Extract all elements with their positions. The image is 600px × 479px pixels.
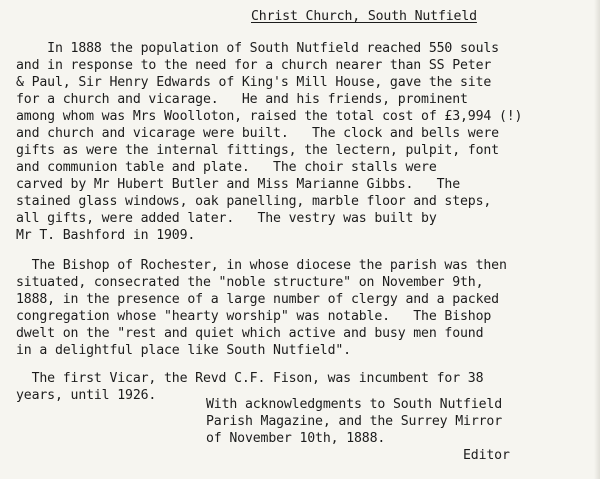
paragraph-3-line-2: years, until 1926.	[16, 388, 157, 403]
paragraph-1-line-12: Mr T. Bashford in 1909.	[16, 228, 196, 243]
paragraph-1-line-1: In 1888 the population of South Nutfield reached 550 souls	[16, 41, 499, 56]
document-title: Christ Church, South Nutfield	[251, 9, 477, 24]
paragraph-2-line-1: The Bishop of Rochester, in whose diocese the parish was then	[16, 258, 507, 273]
paragraph-1-line-5: among whom was Mrs Woolloton, raised the total cost of £3,994 (!)	[16, 109, 523, 124]
paragraph-1-line-2: and in response to the need for a church nearer than SS Peter	[16, 58, 492, 73]
paragraph-1-line-6: and church and vicarage were built. The clock and bells were	[16, 126, 499, 141]
acknowledgement-line-2: Parish Magazine, and the Surrey Mirror	[206, 414, 503, 429]
paragraph-2-line-4: congregation whose "hearty worship" was notable. The Bishop	[16, 309, 492, 324]
paragraph-1-line-4: for a church and vicarage. He and his friends, prominent	[16, 92, 468, 107]
acknowledgement-line-3: of November 10th, 1888.	[206, 431, 386, 446]
paragraph-2-line-6: in a delightful place like South Nutfield".	[16, 343, 351, 358]
paragraph-1-line-8: and communion table and plate. The choir stalls were	[16, 160, 437, 175]
paragraph-1-line-10: stained glass windows, oak panelling, marble floor and steps,	[16, 194, 492, 209]
paragraph-2-line-3: 1888, in the presence of a large number of clergy and a packed	[16, 292, 499, 307]
paragraph-1-line-7: gifts as were the internal fittings, the lectern, pulpit, font	[16, 143, 499, 158]
paragraph-1-line-3: & Paul, Sir Henry Edwards of King's Mill House, gave the site	[16, 75, 492, 90]
paragraph-1-line-11: all gifts, were added later. The vestry was built by	[16, 211, 437, 226]
editor-signature: Editor	[463, 448, 510, 463]
paragraph-2-line-5: dwelt on the "rest and quiet which active and busy men found	[16, 326, 484, 341]
page-edge-shadow	[594, 0, 600, 479]
paragraph-1-line-9: carved by Mr Hubert Butler and Miss Marianne Gibbs. The	[16, 177, 461, 192]
paragraph-2-line-2: situated, consecrated the "noble structure" on November 9th,	[16, 275, 484, 290]
acknowledgement-line-1: With acknowledgments to South Nutfield	[206, 397, 503, 412]
paragraph-3-line-1: The first Vicar, the Revd C.F. Fison, was incumbent for 38	[16, 371, 484, 386]
